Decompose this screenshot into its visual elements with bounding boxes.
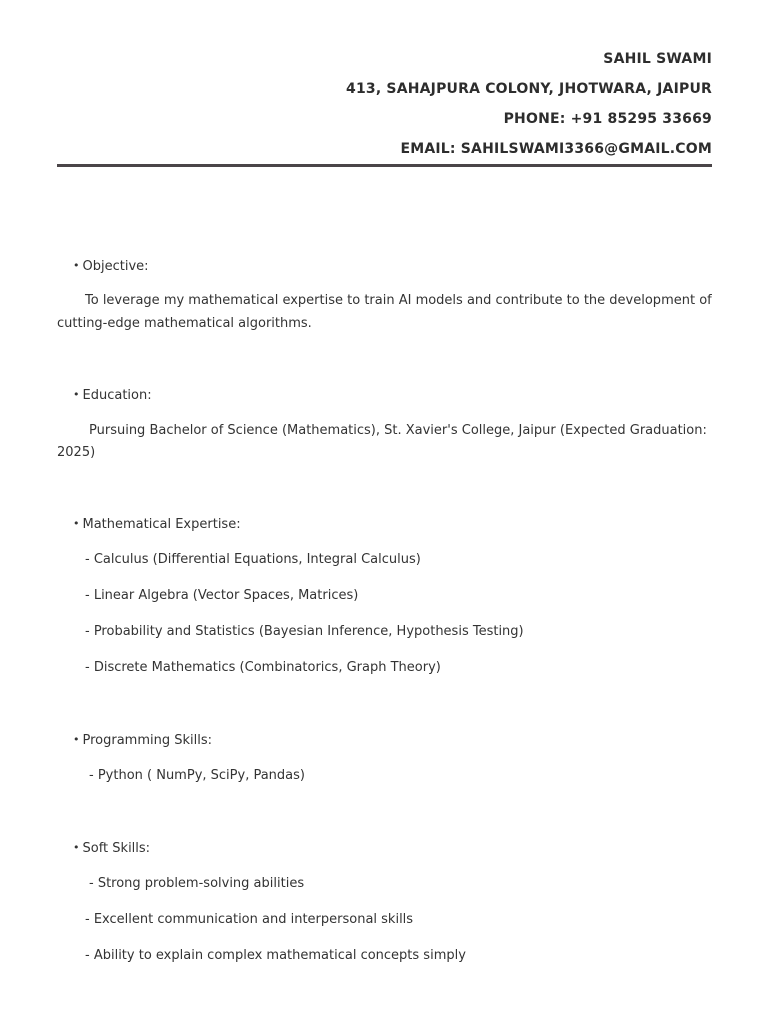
math-expertise-item: - Probability and Statistics (Bayesian Inference, Hypothesis Testing) [85,624,524,639]
objective-text-line-1: To leverage my mathematical expertise to train AI models and contribute to the development of [85,293,712,308]
phone: PHONE: +91 85295 33669 [503,111,712,127]
bullet-icon: • [73,733,80,746]
math-expertise-item: - Discrete Mathematics (Combinatorics, Graph Theory) [85,660,441,675]
education-text-line-2: 2025) [57,445,96,460]
email: EMAIL: SAHILSWAMI3366@GMAIL.COM [400,141,712,157]
soft-skills-item: - Excellent communication and interpersonal skills [85,912,414,927]
objective-text-line-2: cutting-edge mathematical algorithms. [57,316,312,331]
programming-item: - Python ( NumPy, SciPy, Pandas) [89,768,305,783]
education-text-line-1: Pursuing Bachelor of Science (Mathematics), St. Xavier's College, Jaipur (Expected Graduation: [89,423,707,438]
math-expertise-heading: • Mathematical Expertise: [73,517,241,532]
header-divider [57,164,712,167]
soft-skills-heading: • Soft Skills: [73,841,151,856]
bullet-icon: • [73,388,80,401]
programming-heading: • Programming Skills: [73,733,213,748]
address: 413, SAHAJPURA COLONY, JHOTWARA, JAIPUR [346,81,712,97]
objective-heading: • Objective: [73,259,149,274]
contact-header [346,46,712,166]
education-heading: • Education: [73,388,152,403]
candidate-name: SAHIL SWAMI [603,51,712,67]
math-expertise-item: - Linear Algebra (Vector Spaces, Matrices) [85,588,359,603]
soft-skills-item: - Ability to explain complex mathematical concepts simply [85,948,466,963]
bullet-icon: • [73,841,80,854]
bullet-icon: • [73,517,80,530]
bullet-icon: • [73,259,80,272]
math-expertise-item: - Calculus (Differential Equations, Integral Calculus) [85,552,421,567]
soft-skills-item: - Strong problem-solving abilities [89,876,305,891]
